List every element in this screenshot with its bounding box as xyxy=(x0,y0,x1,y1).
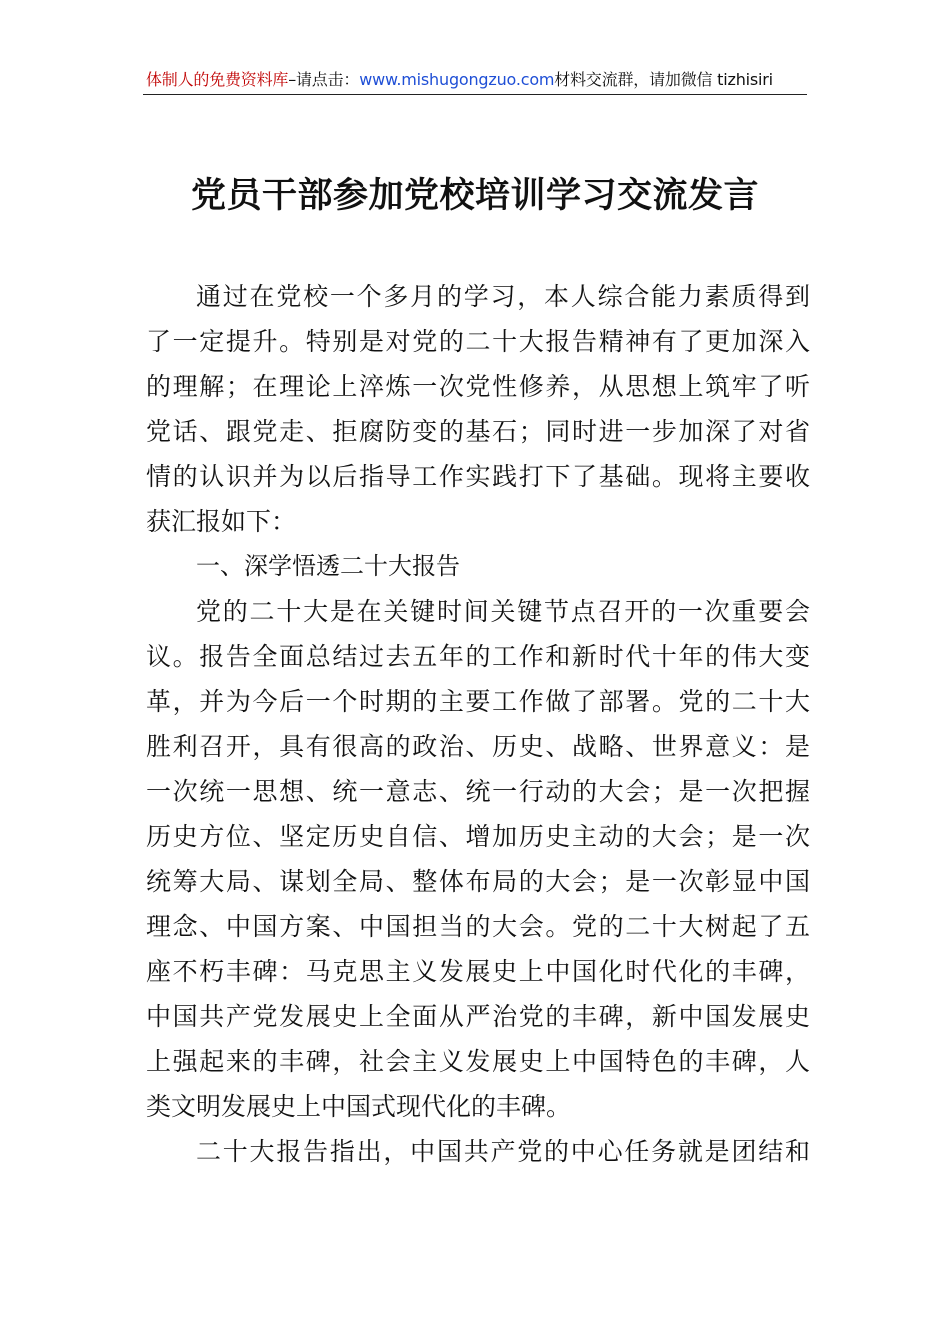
paragraph2-line: 议。报告全面总结过去五年的工作和新时代十年的伟大变 xyxy=(146,642,810,671)
paragraph1-line: 情的认识并为以后指导工作实践打下了基础。现将主要收 xyxy=(146,462,810,491)
paragraph2-line: 党的二十大是在关键时间关键节点召开的一次重要会 xyxy=(196,597,810,626)
paragraph1-line: 通过在党校一个多月的学习，本人综合能力素质得到 xyxy=(196,282,810,311)
paragraph2-line: 胜利召开，具有很高的政治、历史、战略、世界意义：是 xyxy=(146,732,810,761)
section1-heading: 一、深学悟透二十大报告 xyxy=(196,552,460,580)
page-header xyxy=(146,68,806,92)
paragraph2-line: 一次统一思想、统一意志、统一行动的大会；是一次把握 xyxy=(146,777,810,806)
paragraph2-line: 中国共产党发展史上全面从严治党的丰碑，新中国发展史 xyxy=(146,1002,810,1031)
paragraph2-line: 类文明发展史上中国式现代化的丰碑。 xyxy=(146,1092,572,1121)
header-tail: 材料交流群，请加微信 tizhisiri xyxy=(554,70,773,89)
paragraph2-line: 历史方位、坚定历史自信、增加历史主动的大会；是一次 xyxy=(146,822,810,851)
document-title: 党员干部参加党校培训学习交流发言 xyxy=(190,175,759,216)
paragraph1-line: 党话、跟党走、拒腐防变的基石；同时进一步加深了对省 xyxy=(146,417,810,446)
paragraph2-line: 革，并为今后一个时期的主要工作做了部署。党的二十大 xyxy=(146,687,810,716)
paragraph2-line: 上强起来的丰碑，社会主义发展史上中国特色的丰碑，人 xyxy=(146,1047,810,1076)
paragraph2-line: 统筹大局、谋划全局、整体布局的大会；是一次彰显中国 xyxy=(146,867,810,896)
paragraph3-line: 二十大报告指出，中国共产党的中心任务就是团结和 xyxy=(196,1137,810,1166)
paragraph1-line: 的理解；在理论上淬炼一次党性修养，从思想上筑牢了听 xyxy=(146,372,810,401)
paragraph2-line: 座不朽丰碑：马克思主义发展史上中国化时代化的丰碑， xyxy=(146,957,810,986)
document-body xyxy=(146,274,810,1174)
paragraph1-line: 了一定提升。特别是对党的二十大报告精神有了更加深入 xyxy=(146,327,810,356)
header-url-link[interactable]: www.mishugongzuo.com xyxy=(359,70,555,89)
header-brand: 体制人的免费资料库 xyxy=(146,70,289,89)
paragraph2-line: 理念、中国方案、中国担当的大会。党的二十大树起了五 xyxy=(146,912,810,941)
header-divider xyxy=(143,94,807,95)
paragraph1-line: 获汇报如下： xyxy=(146,507,297,536)
header-prompt: –请点击： xyxy=(288,70,360,89)
